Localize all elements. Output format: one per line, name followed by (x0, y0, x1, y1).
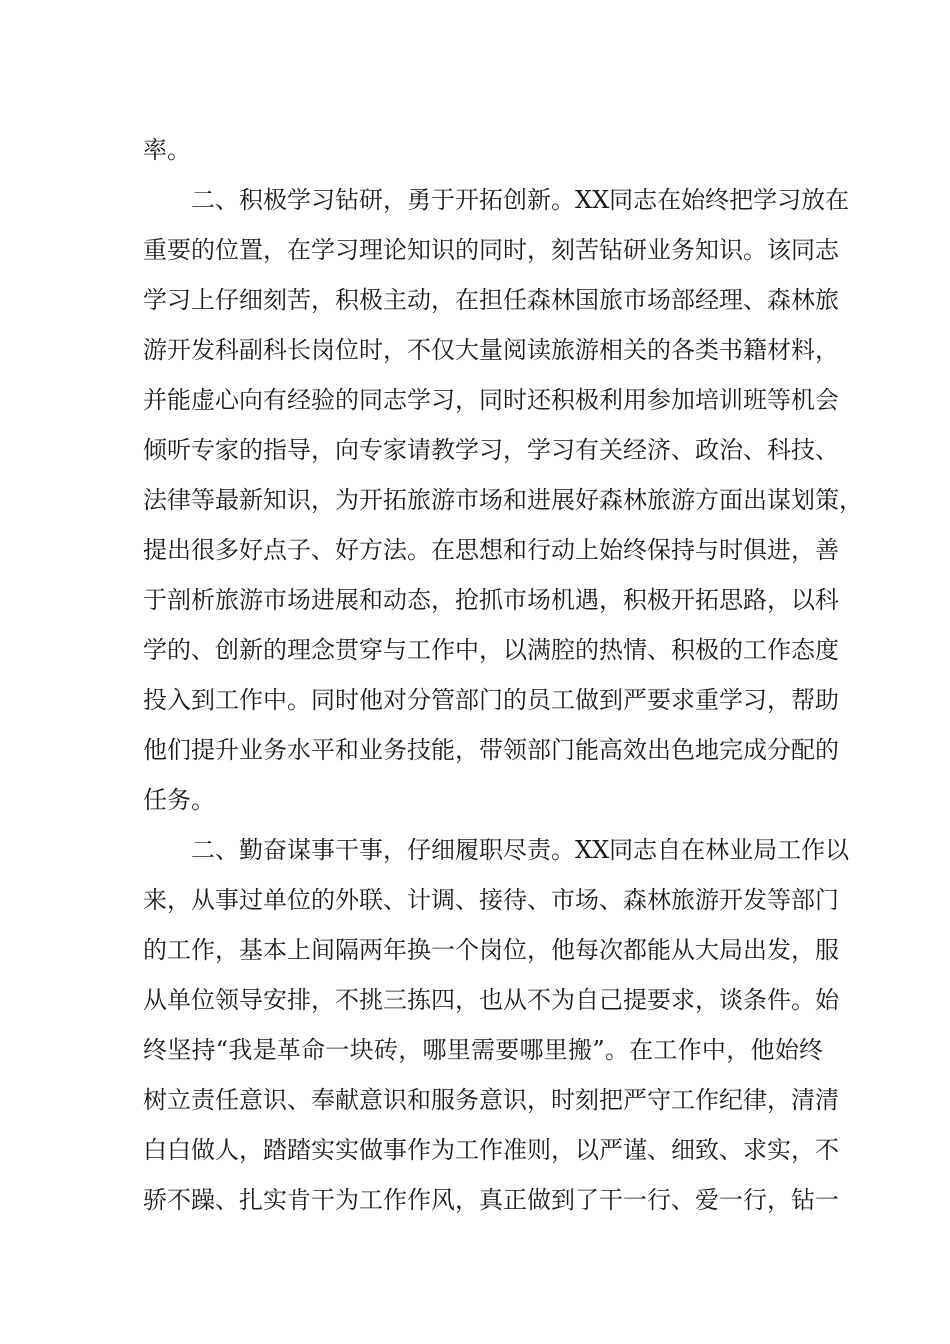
text-line: 树立责任意识、奉献意识和服务意识，时刻把严守工作纪律，清清 (143, 1086, 839, 1114)
text-line: 学习上仔细刻苦，积极主动，在担任森林国旅市场部经理、森林旅 (143, 286, 839, 314)
text-line: 投入到工作中。同时他对分管部门的员工做到严要求重学习，帮助 (143, 686, 839, 714)
text-line: 并能虚心向有经验的同志学习，同时还积极利用参加培训班等机会 (143, 386, 839, 414)
text-line: 学的、创新的理念贯穿与工作中，以满腔的热情、积极的工作态度 (143, 636, 839, 664)
text-line: 率。 (143, 136, 191, 164)
text-line: 他们提升业务水平和业务技能，带领部门能高效出色地完成分配的 (143, 736, 839, 764)
text-line: 来，从事过单位的外联、计调、接待、市场、森林旅游开发等部门 (143, 886, 839, 914)
text-line: 任务。 (143, 786, 215, 814)
text-line: 倾听专家的指导，向专家请教学习，学习有关经济、政治、科技、 (143, 436, 839, 464)
text-line: 重要的位置，在学习理论知识的同时，刻苦钻研业务知识。该同志 (143, 236, 839, 264)
text-line: 于剖析旅游市场进展和动态，抢抓市场机遇，积极开拓思路，以科 (143, 586, 839, 614)
paragraph-heading-line: 二、积极学习钻研，勇于开拓创新。XX同志在始终把学习放在 (191, 186, 850, 214)
paragraph-heading-line: 二、勤奋谋事干事，仔细履职尽责。XX同志自在林业局工作以 (191, 836, 850, 864)
text-line: 的工作，基本上间隔两年换一个岗位，他每次都能从大局出发，服 (143, 936, 839, 964)
document-body (143, 125, 863, 1225)
text-line: 骄不躁、扎实肯干为工作作风，真正做到了干一行、爱一行，钻一 (143, 1186, 839, 1214)
text-line: 游开发科副科长岗位时，不仅大量阅读旅游相关的各类书籍材料， (143, 336, 839, 364)
text-line: 终坚持“我是革命一块砖，哪里需要哪里搬”。在工作中，他始终 (143, 1036, 823, 1064)
text-line: 白白做人，踏踏实实做事作为工作准则，以严谨、细致、求实，不 (143, 1136, 839, 1164)
text-line: 从单位领导安排，不挑三拣四，也从不为自己提要求，谈条件。始 (143, 986, 839, 1014)
text-line: 法律等最新知识，为开拓旅游市场和进展好森林旅游方面出谋划策， (143, 486, 863, 514)
text-line: 提出很多好点子、好方法。在思想和行动上始终保持与时俱进，善 (143, 536, 839, 564)
